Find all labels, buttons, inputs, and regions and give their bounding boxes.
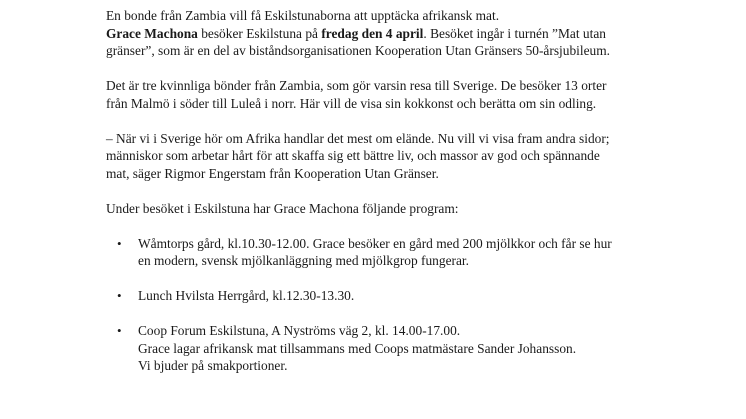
- document-body: [106, 7, 626, 392]
- program-item-coop: [106, 322, 626, 375]
- person-name: Grace Machona: [106, 25, 198, 41]
- program-item-text: Lunch Hvilsta Herrgård, kl.12.30-13.30.: [138, 288, 355, 303]
- program-item-text: Coop Forum Eskilstuna, A Nyströms väg 2, kl. 14.00-17.00.: [138, 323, 461, 338]
- bullet-icon: •: [117, 323, 122, 338]
- program-item-line3: Vi bjuder på smakportioner.: [138, 358, 288, 373]
- paragraph-program-intro: Under besöket i Eskilstuna har Grace Machona följande program:: [106, 200, 459, 216]
- program-item-wamtorp: [106, 235, 626, 270]
- program-item-lunch: [106, 287, 626, 305]
- paragraph-farmers: Det är tre kvinnliga bönder från Zambia, som gör varsin resa till Sverige. De besöker 13 orter från Malmö i söder till Luleå i norr. Här vill de visa sin kokkonst och berätta om sin odling.: [106, 78, 607, 111]
- bullet-icon: •: [117, 288, 122, 303]
- program-list: [106, 235, 626, 375]
- visit-text-pre: besöker Eskilstuna på: [197, 25, 322, 41]
- program-item-line2: Grace lagar afrikansk mat tillsammans med Coops matmästare Sander Johansson.: [138, 340, 577, 356]
- program-item-text: Wåmtorps gård, kl.10.30-12.00. Grace besöker en gård med 200 mjölkkor och får se hur en modern, svensk mjölkanläggning med mjölkgrop fungerar.: [138, 235, 612, 268]
- bullet-icon: •: [117, 235, 122, 251]
- intro-paragraph: [106, 7, 626, 60]
- paragraph-quote: – När vi i Sverige hör om Afrika handlar det mest om elände. Nu vill vi visa fram andra sidor; människor som arbetar hårt för att skaffa sig ett bättre liv, och massor av god och spännande mat, säger Rigmor Engerstam från Kooperation Utan Gränser.: [106, 130, 610, 181]
- visit-text-post: . Besöket ingår i turnén ”Mat utan gränser”, som är en del av biståndsorganisationen Kooperation Utan Gränsers 50-årsjubileum.: [106, 25, 610, 58]
- intro-headline: En bonde från Zambia vill få Eskilstunaborna att upptäcka afrikansk mat.: [106, 8, 500, 23]
- visit-date: fredag den 4 april: [321, 25, 424, 41]
